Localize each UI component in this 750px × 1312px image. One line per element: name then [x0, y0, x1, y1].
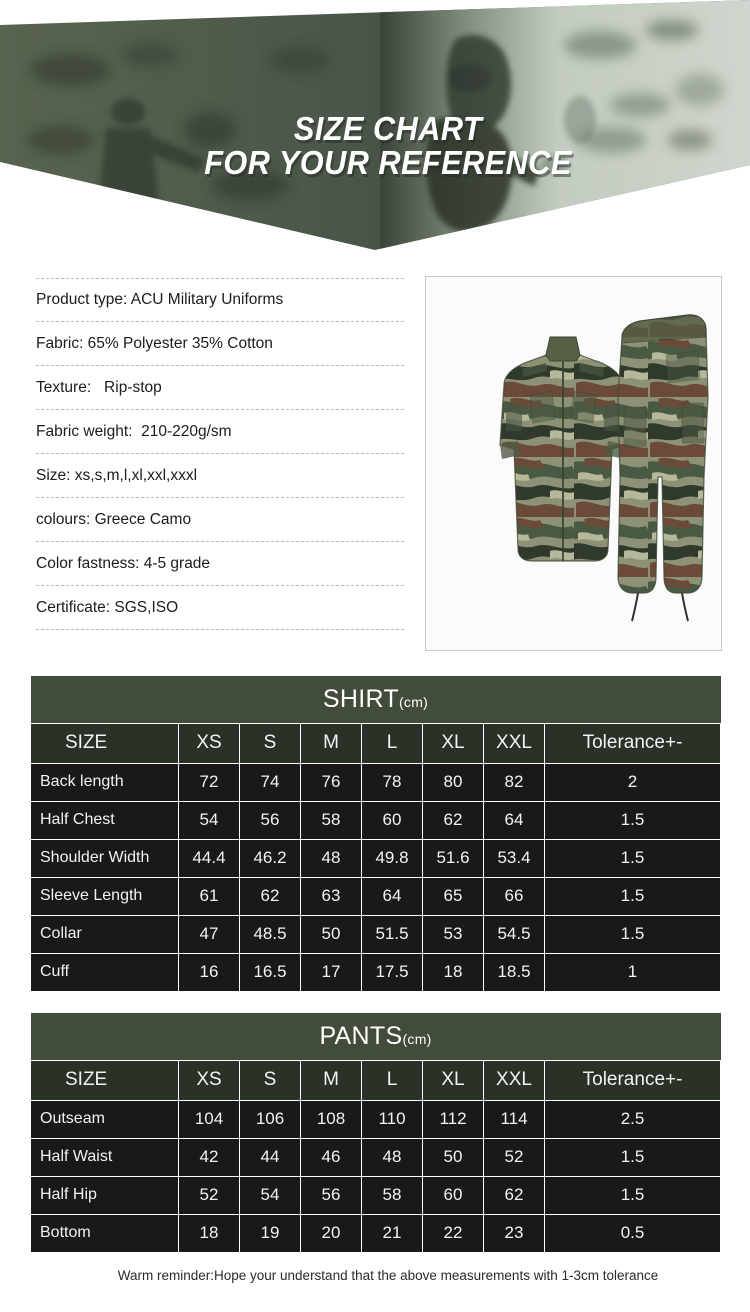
- spec-row: [36, 498, 404, 542]
- pants-col-l: L: [362, 1060, 423, 1100]
- spec-value: 65% Polyester 35% Cotton: [83, 334, 273, 352]
- cell-m: 50: [301, 915, 362, 953]
- table-row: [31, 763, 721, 801]
- cell-xs: 18: [179, 1214, 240, 1252]
- cell-xs: 44.4: [179, 839, 240, 877]
- cell-l: 58: [362, 1176, 423, 1214]
- pants-col-m: M: [301, 1060, 362, 1100]
- pants-header-row: [31, 1060, 721, 1100]
- cell-m: 20: [301, 1214, 362, 1252]
- cell-xs: 42: [179, 1138, 240, 1176]
- table-row: [31, 1100, 721, 1138]
- shirt-title-row: [31, 676, 721, 723]
- shirt-unit: (cm): [398, 693, 429, 710]
- cell-xxl: 23: [484, 1214, 545, 1252]
- banner-graphic: [0, 0, 750, 268]
- shirt-title: SHIRT: [322, 684, 399, 713]
- spec-label: Fabric:: [36, 334, 84, 352]
- warm-reminder-note: Warm reminder:Hope your understand that the above measurements with 1-3cm tolerance: [117, 1268, 659, 1283]
- pants-size-table: [30, 1013, 721, 1253]
- pants-title: PANTS: [319, 1021, 403, 1050]
- pants-title-cell: [31, 1013, 721, 1060]
- spec-value: SGS,ISO: [110, 598, 179, 616]
- uniform-illustration: [426, 277, 721, 650]
- shirt-size-table: [30, 676, 721, 992]
- cell-xs: 52: [179, 1176, 240, 1214]
- spec-row: [36, 586, 404, 630]
- spec-row: [36, 366, 404, 410]
- cell-tolerance: 1.5: [545, 839, 721, 877]
- cell-s: 106: [240, 1100, 301, 1138]
- cell-tolerance: 2.5: [545, 1100, 721, 1138]
- pants-col-s: S: [240, 1060, 301, 1100]
- cell-l: 51.5: [362, 915, 423, 953]
- shirt-col-tolerance: Tolerance+-: [545, 723, 721, 763]
- table-row: [31, 1138, 721, 1176]
- spec-row: [36, 410, 404, 454]
- row-label: Sleeve Length: [31, 877, 179, 915]
- product-info-section: [0, 268, 750, 660]
- cell-m: 56: [301, 1176, 362, 1214]
- cell-l: 60: [362, 801, 423, 839]
- spec-value: ACU Military Uniforms: [127, 291, 284, 308]
- title-line-1: SIZE CHART: [293, 110, 483, 147]
- cell-xl: 51.6: [423, 839, 484, 877]
- cell-xxl: 62: [484, 1176, 545, 1214]
- cell-s: 62: [240, 877, 301, 915]
- cell-xxl: 64: [484, 801, 545, 839]
- cell-s: 74: [240, 763, 301, 801]
- cell-m: 58: [301, 801, 362, 839]
- cell-tolerance: 1.5: [545, 877, 721, 915]
- shirt-header-row: [31, 723, 721, 763]
- cell-tolerance: 1.5: [545, 915, 721, 953]
- row-label: Half Waist: [31, 1138, 179, 1176]
- spec-row: [36, 322, 404, 366]
- cell-tolerance: 1.5: [545, 1176, 721, 1214]
- row-label: Collar: [31, 915, 179, 953]
- cell-tolerance: 1: [545, 953, 721, 991]
- cell-l: 48: [362, 1138, 423, 1176]
- cell-xl: 53: [423, 915, 484, 953]
- table-row: [31, 1176, 721, 1214]
- cell-xs: 47: [179, 915, 240, 953]
- spec-value: Greece Camo: [90, 510, 192, 528]
- spec-row: [36, 454, 404, 498]
- cell-xl: 80: [423, 763, 484, 801]
- pants-col-size: SIZE: [31, 1060, 179, 1100]
- spec-row: [36, 542, 404, 586]
- spec-value: xs,s,m,l,xl,xxl,xxxl: [70, 466, 198, 484]
- banner-photo-backdrop: [0, 0, 750, 268]
- table-row: [31, 877, 721, 915]
- pants-col-xxl: XXL: [484, 1060, 545, 1100]
- pants-unit: (cm): [402, 1030, 432, 1047]
- cell-xl: 50: [423, 1138, 484, 1176]
- cell-tolerance: 1.5: [545, 801, 721, 839]
- spec-row: [36, 278, 404, 322]
- cell-tolerance: 0.5: [545, 1214, 721, 1252]
- table-row: [31, 1214, 721, 1252]
- cell-l: 64: [362, 877, 423, 915]
- cell-xxl: 52: [484, 1138, 545, 1176]
- spec-value: Rip-stop: [91, 378, 162, 396]
- header-banner: [0, 0, 750, 268]
- shirt-col-s: S: [240, 723, 301, 763]
- row-label: Shoulder Width: [31, 839, 179, 877]
- row-label: Back length: [31, 763, 179, 801]
- spec-label: Color fastness:: [36, 554, 140, 572]
- shirt-col-xxl: XXL: [484, 723, 545, 763]
- cell-xs: 72: [179, 763, 240, 801]
- pants-col-xl: XL: [423, 1060, 484, 1100]
- cell-s: 48.5: [240, 915, 301, 953]
- cell-xl: 112: [423, 1100, 484, 1138]
- table-row: [31, 839, 721, 877]
- pants-size-table-wrap: [30, 1013, 720, 1253]
- cell-s: 16.5: [240, 953, 301, 991]
- cell-l: 21: [362, 1214, 423, 1252]
- cell-m: 17: [301, 953, 362, 991]
- cell-xl: 60: [423, 1176, 484, 1214]
- pants-title-row: [31, 1013, 721, 1060]
- spec-list: [36, 278, 404, 630]
- cell-s: 54: [240, 1176, 301, 1214]
- table-row: [31, 953, 721, 991]
- cell-tolerance: 1.5: [545, 1138, 721, 1176]
- spec-label: colours:: [36, 510, 91, 528]
- cell-l: 17.5: [362, 953, 423, 991]
- row-label: Bottom: [31, 1214, 179, 1252]
- cell-m: 46: [301, 1138, 362, 1176]
- cell-xl: 65: [423, 877, 484, 915]
- cell-xs: 104: [179, 1100, 240, 1138]
- shirt-col-xs: XS: [179, 723, 240, 763]
- cell-s: 19: [240, 1214, 301, 1252]
- product-photo: [425, 276, 722, 651]
- cell-tolerance: 2: [545, 763, 721, 801]
- spec-label: Product type:: [36, 291, 128, 308]
- cell-xl: 62: [423, 801, 484, 839]
- spec-label: Texture:: [36, 378, 92, 396]
- cell-l: 110: [362, 1100, 423, 1138]
- row-label: Outseam: [31, 1100, 179, 1138]
- cell-s: 46.2: [240, 839, 301, 877]
- pants-col-tolerance: Tolerance+-: [545, 1060, 721, 1100]
- cell-xl: 18: [423, 953, 484, 991]
- cell-m: 48: [301, 839, 362, 877]
- spec-label: Size:: [36, 466, 71, 484]
- row-label: Half Chest: [31, 801, 179, 839]
- cell-m: 76: [301, 763, 362, 801]
- shirt-size-table-wrap: [30, 676, 720, 992]
- shirt-title-cell: [31, 676, 721, 723]
- cell-xxl: 66: [484, 877, 545, 915]
- cell-xl: 22: [423, 1214, 484, 1252]
- title-line-2: FOR YOUR REFERENCE: [204, 143, 572, 181]
- row-label: Cuff: [31, 953, 179, 991]
- table-row: [31, 801, 721, 839]
- cell-m: 108: [301, 1100, 362, 1138]
- cell-xxl: 18.5: [484, 953, 545, 991]
- spec-label: Fabric weight:: [36, 422, 133, 440]
- cell-m: 63: [301, 877, 362, 915]
- cell-l: 49.8: [362, 839, 423, 877]
- shirt-col-l: L: [362, 723, 423, 763]
- table-row: [31, 915, 721, 953]
- spec-label: Certificate:: [36, 598, 111, 616]
- cell-xs: 61: [179, 877, 240, 915]
- cell-xs: 16: [179, 953, 240, 991]
- cell-s: 44: [240, 1138, 301, 1176]
- pants-col-xs: XS: [179, 1060, 240, 1100]
- spec-value: 4-5 grade: [139, 554, 211, 572]
- cell-xs: 54: [179, 801, 240, 839]
- cell-xxl: 82: [484, 763, 545, 801]
- cell-s: 56: [240, 801, 301, 839]
- cell-xxl: 53.4: [484, 839, 545, 877]
- shirt-col-xl: XL: [423, 723, 484, 763]
- cell-xxl: 54.5: [484, 915, 545, 953]
- shirt-col-m: M: [301, 723, 362, 763]
- shirt-col-size: SIZE: [31, 723, 179, 763]
- cell-xxl: 114: [484, 1100, 545, 1138]
- row-label: Half Hip: [31, 1176, 179, 1214]
- spec-value: 210-220g/sm: [132, 422, 232, 440]
- cell-l: 78: [362, 763, 423, 801]
